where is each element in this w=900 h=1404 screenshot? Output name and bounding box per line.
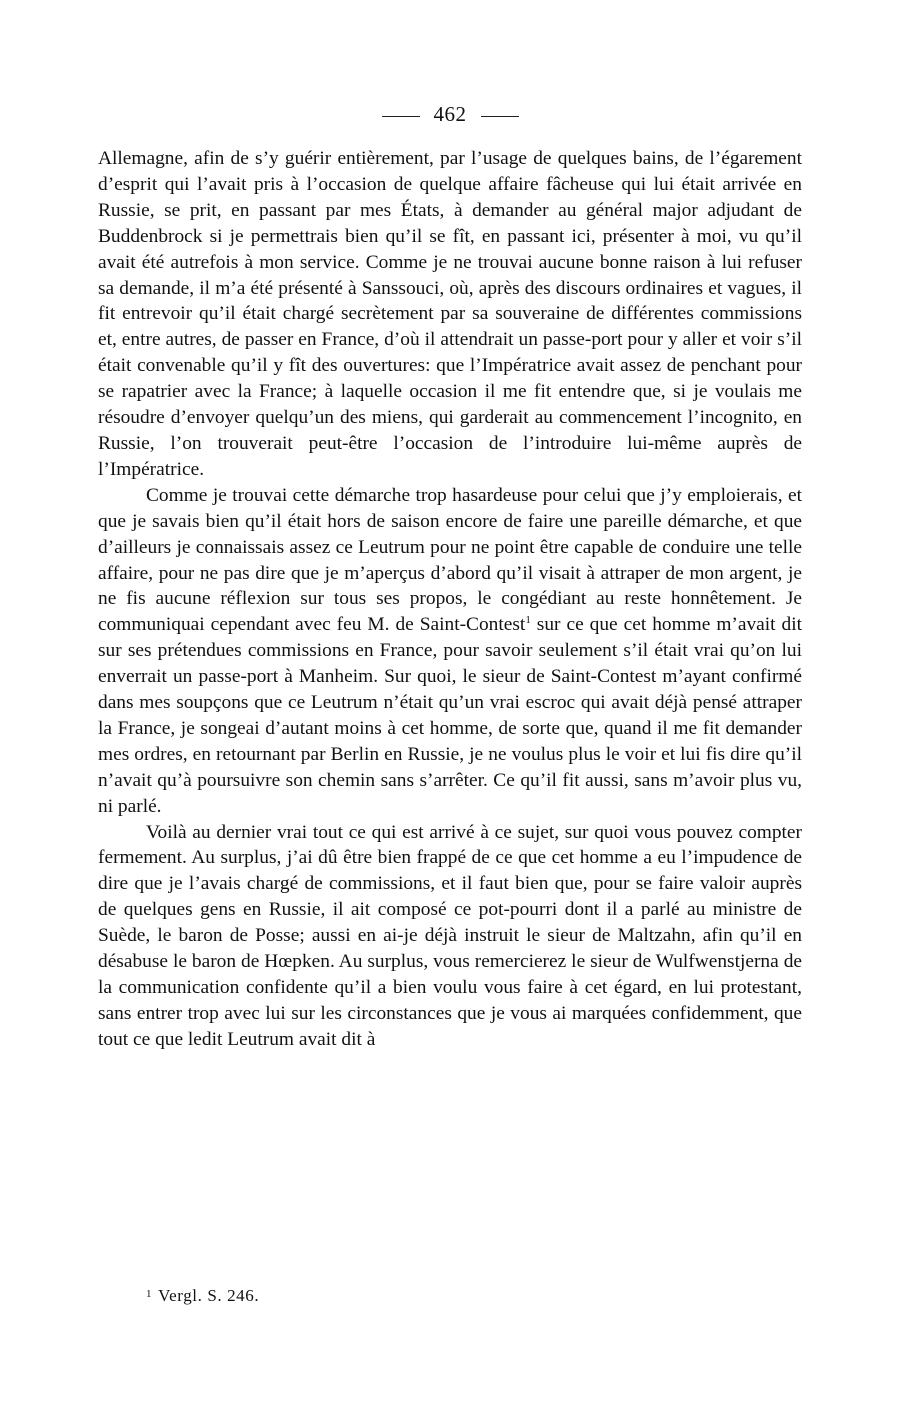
paragraph-1: Allemagne, afin de s’y guérir entièrement, par l’usage de quelques bains, de l’égarement d’esprit qui l’avait pris à l’occasion de quelque affaire fâcheuse qui lui était arrivée en Russie, se prit, en passant par mes États, à demander au général major adjudant de Buddenbrock si je permettrais bien qu’il se fît, en passant ici, présenter à moi, vu qu’il avait été autrefois à mon service. Comme je ne trouvai aucune bonne raison à lui refuser sa demande, il m’a été présenté à Sanssouci, où, après des discours ordinaires et vagues, il fit entrevoir qu’il était chargé secrètement par sa souveraine de différentes commissions et, entre autres, de passer en France, d’où il attendrait un passe-port pour y aller et voir s’il était convenable qu’il y fît des ouvertures: que l’Impératrice avait assez de penchant pour se rapatrier avec la France; à laquelle occasion il me fit entendre que, si je voulais me résoudre d’envoyer quelqu’un des miens, qui garderait au commencement l’incognito, en Russie, l’on trouverait peut-être l’occasion de l’introduire lui-même auprès de l’Impératrice. xyxy=(98,148,802,480)
footnote-reference: 1 xyxy=(525,614,531,627)
paragraph-2-part-2: sur ce que cet homme m’avait dit sur ses prétendues commissions en France, pour savoir seulement s’il était vrai qu’on lui enverrait un passe-port à Manheim. Sur quoi, le sieur de Saint-Contest m’ayant confirmé dans mes soupçons que ce Leutrum n’était qu’un vrai escroc qui avait déjà pensé attraper la France, je songeai d’autant moins à cet homme, de sorte que, quand il me fit demander mes ordres, en retournant par Berlin en Russie, je ne voulus plus le voir et lui fis dire qu’il n’avait qu’à poursuivre son chemin sans s’arrêter. Ce qu’il fit aussi, sans m’avoir plus vu, ni parlé. xyxy=(98,614,802,817)
footnote-text: Vergl. S. 246. xyxy=(158,1286,260,1305)
page-number: 462 xyxy=(433,102,467,126)
paragraph-2-part-1: Comme je trouvai cette démarche trop hasardeuse pour celui que j’y emploierais, et que je savais bien qu’il était hors de saison encore de faire une pareille démarche, et que d’ailleurs je connaissais assez ce Leutrum pour ne point être capable de conduire une telle affaire, pour ne pas dire que je m’aperçus d’abord qu’il visait à attraper de mon argent, je ne fis aucune réflexion sur tous ses propos, le congédiant au reste honnêtement. Je communiquai cependant avec feu M. de Saint-Contest xyxy=(98,484,802,636)
page-header xyxy=(0,100,900,128)
header-right-dash xyxy=(481,116,519,117)
footnote-number: 1 xyxy=(146,1288,153,1300)
paragraph-2 xyxy=(98,483,802,820)
body-text xyxy=(98,146,802,1053)
header-left-dash xyxy=(382,116,420,117)
footnote xyxy=(146,1283,259,1307)
paragraph-3: Voilà au dernier vrai tout ce qui est arrivé à ce sujet, sur quoi vous pouvez compter fermement. Au surplus, j’ai dû être bien frappé de ce que cet homme a eu l’impudence de dire que je l’avais chargé de commissions, et il faut bien que, pour se faire valoir auprès de quelques gens en Russie, il ait composé ce pot-pourri dont il a parlé au ministre de Suède, le baron de Posse; aussi en ai-je déjà instruit le sieur de Maltzahn, afin qu’il en désabuse le baron de Hœpken. Au surplus, vous remercierez le sieur de Wulfwenstjerna de la communication confidente qu’il a bien voulu vous faire à cet égard, en lui protestant, sans entrer trop avec lui sur les circonstances que je vous ai marquées confidemment, que tout ce que ledit Leutrum avait dit à xyxy=(98,821,802,1050)
